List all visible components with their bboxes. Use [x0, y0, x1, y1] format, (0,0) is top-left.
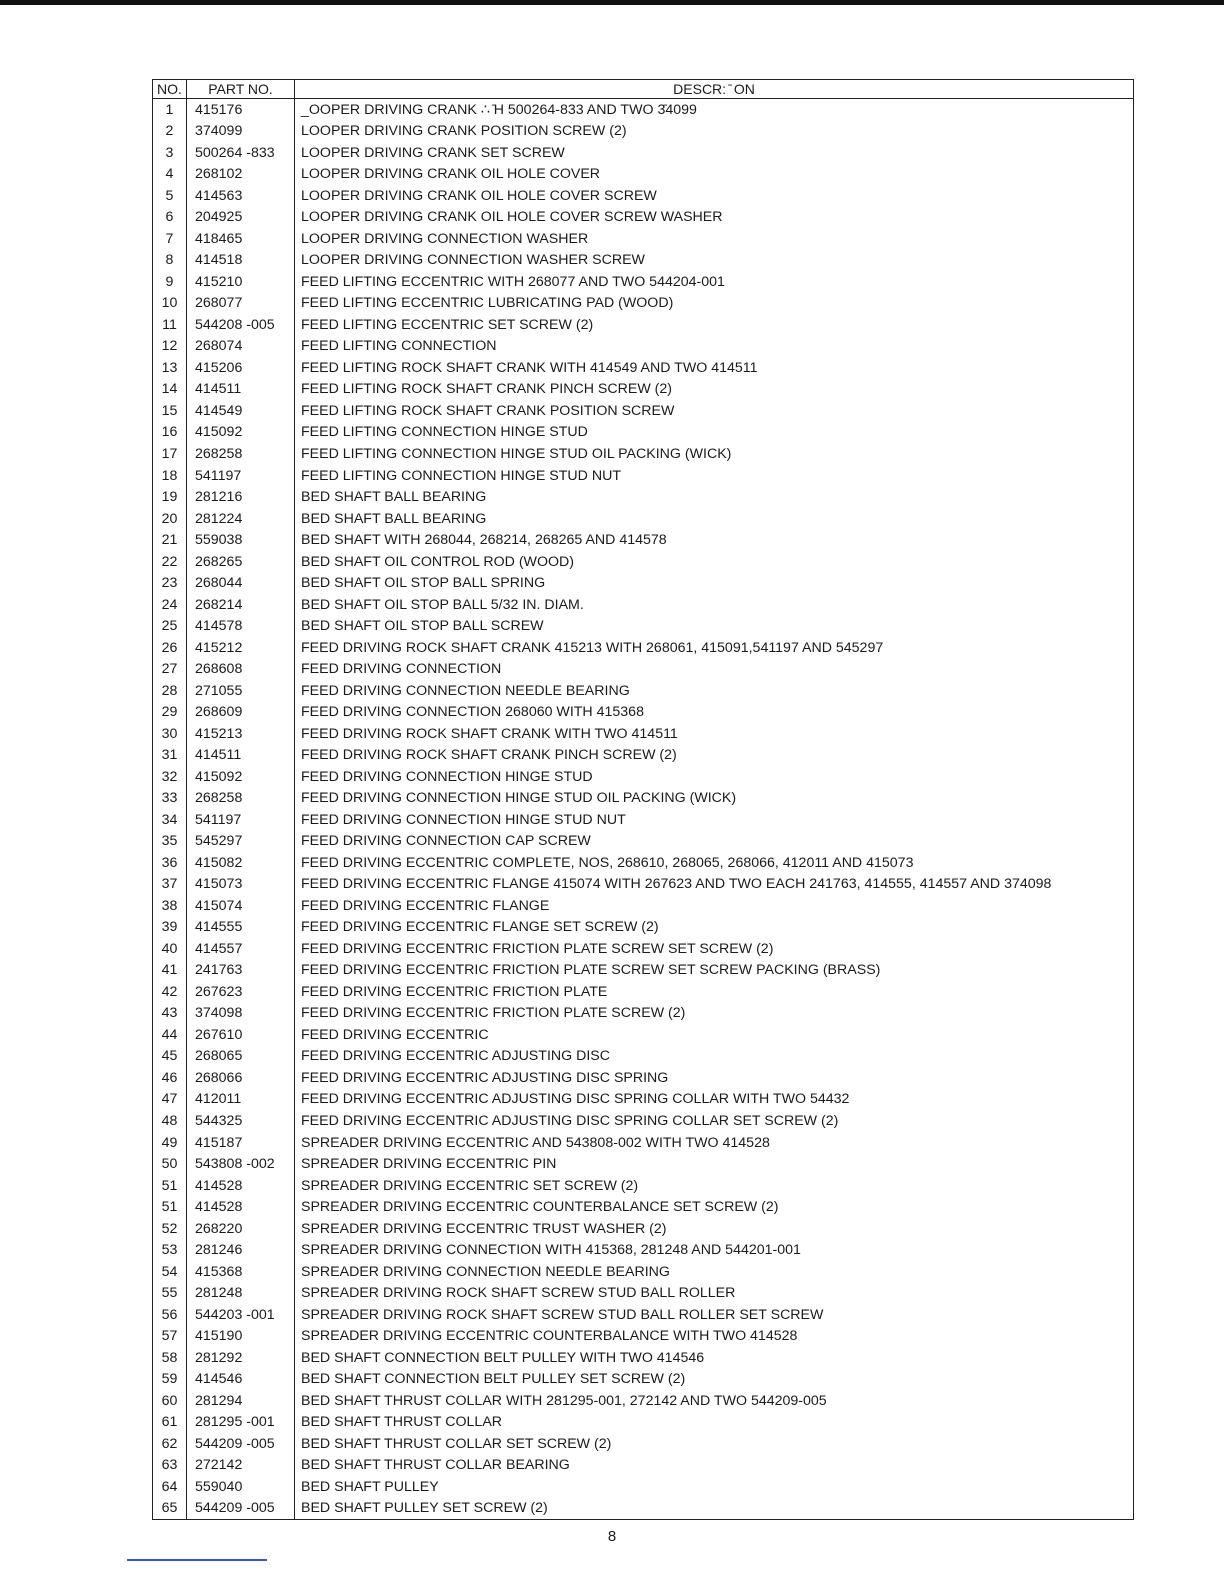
table-row: [153, 809, 1133, 831]
row-part-no: 415206: [187, 357, 295, 379]
row-description: SPREADER DRIVING CONNECTION WITH 415368, 281248 AND 544201-001: [301, 1242, 801, 1259]
row-number: 51: [153, 1175, 187, 1197]
row-part-no: 281224: [187, 508, 295, 530]
table-row: [153, 895, 1133, 917]
row-description: BED SHAFT BALL BEARING: [301, 489, 487, 506]
row-description: BED SHAFT WITH 268044, 268214, 268265 AND 414578: [301, 532, 667, 549]
row-description: FEED LIFTING CONNECTION HINGE STUD OIL PACKING (WICK): [301, 446, 732, 462]
row-description: FEED DRIVING CONNECTION: [301, 661, 502, 678]
row-number: 37: [153, 874, 187, 896]
row-description: BED SHAFT PULLEY SET SCREW (2): [301, 1500, 548, 1517]
row-description: FEED DRIVING ECCENTRIC ADJUSTING DISC SPRING COLLAR WITH TWO 54432: [301, 1091, 850, 1108]
row-part-no: 268044: [187, 572, 295, 594]
row-number: 48: [153, 1110, 187, 1132]
row-description: BED SHAFT OIL CONTROL ROD (WOOD): [301, 553, 574, 570]
table-row: [153, 1089, 1133, 1111]
row-number: 30: [153, 723, 187, 745]
row-description: FEED DRIVING ECCENTRIC COMPLETE, NOS, 268610, 268065, 268066, 412011 AND 415073: [301, 854, 914, 871]
table-row: [153, 314, 1133, 336]
row-part-no: 415212: [187, 637, 295, 659]
row-number: 13: [153, 357, 187, 379]
row-part-no: 268608: [187, 658, 295, 680]
row-number: 31: [153, 744, 187, 766]
table-row: [153, 142, 1133, 164]
row-number: 17: [153, 443, 187, 465]
row-number: 16: [153, 422, 187, 444]
row-description: BED SHAFT BALL BEARING: [301, 510, 487, 527]
table-row: [153, 293, 1133, 315]
row-number: 11: [153, 314, 187, 336]
table-row: [153, 486, 1133, 508]
row-description: FEED LIFTING ECCENTRIC SET SCREW (2): [301, 316, 594, 333]
table-row: [153, 852, 1133, 874]
row-number: 49: [153, 1132, 187, 1154]
row-description: LOOPER DRIVING CONNECTION WASHER: [301, 230, 589, 247]
row-number: 10: [153, 293, 187, 315]
row-number: 44: [153, 1024, 187, 1046]
row-description: FEED LIFTING CONNECTION HINGE STUD NUT: [301, 467, 622, 484]
row-part-no: 415176: [187, 99, 295, 121]
row-description: LOOPER DRIVING CRANK OIL HOLE COVER SCREW: [301, 187, 657, 204]
row-part-no: 414546: [187, 1368, 295, 1390]
table-row: [153, 1132, 1133, 1154]
table-row: [153, 615, 1133, 637]
row-description: FEED DRIVING ECCENTRIC FRICTION PLATE SCREW (2): [301, 1005, 686, 1022]
table-row: [153, 336, 1133, 358]
row-description: SPREADER DRIVING ECCENTRIC COUNTERBALANCE SET SCREW (2): [301, 1199, 779, 1216]
table-row: [153, 1046, 1133, 1068]
row-part-no: 268265: [187, 551, 295, 573]
row-description: FEED DRIVING ECCENTRIC FRICTION PLATE: [301, 983, 608, 1000]
row-number: 43: [153, 1003, 187, 1025]
row-part-no: 268074: [187, 336, 295, 358]
table-row: [153, 766, 1133, 788]
row-number: 38: [153, 895, 187, 917]
table-row: [153, 207, 1133, 229]
table-row: [153, 1368, 1133, 1390]
table-row: [153, 185, 1133, 207]
row-number: 40: [153, 938, 187, 960]
row-part-no: 414518: [187, 250, 295, 272]
bottom-link-line: [127, 1559, 267, 1561]
row-description: FEED DRIVING ROCK SHAFT CRANK 415213 WITH 268061, 415091,541197 AND 545297: [301, 639, 884, 656]
row-part-no: 268609: [187, 701, 295, 723]
row-number: 63: [153, 1454, 187, 1476]
row-part-no: 414563: [187, 185, 295, 207]
table-row: [153, 271, 1133, 293]
header-part-no: PART NO.: [187, 80, 295, 98]
row-description: FEED DRIVING ROCK SHAFT CRANK PINCH SCREW (2): [301, 747, 677, 764]
table-row: [153, 1476, 1133, 1498]
row-description: SPREADER DRIVING ECCENTRIC PIN: [301, 1156, 557, 1173]
row-description: LOOPER DRIVING CRANK SET SCREW: [301, 144, 565, 161]
row-description: FEED DRIVING CONNECTION NEEDLE BEARING: [301, 682, 630, 699]
row-number: 32: [153, 766, 187, 788]
row-description: FEED LIFTING CONNECTION HINGE STUD: [301, 424, 588, 441]
top-border-rule: [0, 0, 1224, 5]
row-description: _OOPER DRIVING CRANK ∴ ̄H 500264-833 AND TWO 3̄4099: [301, 101, 697, 118]
table-header: [153, 80, 1133, 99]
row-description: BED SHAFT OIL STOP BALL SPRING: [301, 575, 546, 592]
row-description: FEED DRIVING ECCENTRIC: [301, 1026, 489, 1043]
row-description: FEED LIFTING ECCENTRIC LUBRICATING PAD (WOOD): [301, 295, 674, 312]
row-part-no: 415190: [187, 1325, 295, 1347]
row-description: BED SHAFT CONNECTION BELT PULLEY SET SCREW (2): [301, 1371, 686, 1388]
row-part-no: 281246: [187, 1239, 295, 1261]
row-description: BED SHAFT THRUST COLLAR: [301, 1414, 503, 1431]
table-row: [153, 529, 1133, 551]
row-number: 56: [153, 1304, 187, 1326]
page-number: 8: [607, 1528, 617, 1545]
row-number: 19: [153, 486, 187, 508]
row-part-no: 267610: [187, 1024, 295, 1046]
row-number: 18: [153, 465, 187, 487]
table-row: [153, 1067, 1133, 1089]
table-row: [153, 422, 1133, 444]
table-row: [153, 744, 1133, 766]
row-number: 29: [153, 701, 187, 723]
row-description: BED SHAFT PULLEY: [301, 1478, 439, 1495]
row-number: 26: [153, 637, 187, 659]
row-number: 22: [153, 551, 187, 573]
table-row: [153, 572, 1133, 594]
table-row: [153, 1003, 1133, 1025]
row-part-no: 418465: [187, 228, 295, 250]
row-part-no: 374098: [187, 1003, 295, 1025]
table-row: [153, 357, 1133, 379]
row-description: FEED DRIVING CONNECTION HINGE STUD: [301, 768, 593, 785]
row-description: FEED DRIVING ECCENTRIC ADJUSTING DISC SPRING: [301, 1069, 669, 1086]
row-number: 57: [153, 1325, 187, 1347]
row-description: FEED DRIVING ECCENTRIC FLANGE 415074 WITH 267623 AND TWO EACH 241763, 414555, 414557 AND 374098: [301, 876, 1052, 893]
header-description: DESCR: ̄ ON: [673, 81, 755, 97]
row-part-no: 500264 -833: [187, 142, 295, 164]
row-number: 24: [153, 594, 187, 616]
row-part-no: 414549: [187, 400, 295, 422]
row-part-no: 271055: [187, 680, 295, 702]
row-number: 41: [153, 960, 187, 982]
row-part-no: 414528: [187, 1196, 295, 1218]
table-row: [153, 379, 1133, 401]
table-row: [153, 788, 1133, 810]
table-row: [153, 1239, 1133, 1261]
table-row: [153, 981, 1133, 1003]
row-number: 14: [153, 379, 187, 401]
table-row: [153, 874, 1133, 896]
row-part-no: 414557: [187, 938, 295, 960]
row-part-no: 543808 -002: [187, 1153, 295, 1175]
table-row: [153, 228, 1133, 250]
table-row: [153, 1218, 1133, 1240]
row-part-no: 281292: [187, 1347, 295, 1369]
row-description: FEED DRIVING ROCK SHAFT CRANK WITH TWO 414511: [301, 725, 678, 742]
row-part-no: 414511: [187, 744, 295, 766]
row-part-no: 268214: [187, 594, 295, 616]
row-part-no: 544209 -005: [187, 1498, 295, 1520]
row-number: 53: [153, 1239, 187, 1261]
row-number: 21: [153, 529, 187, 551]
row-part-no: 412011: [187, 1089, 295, 1111]
table-row: [153, 1347, 1133, 1369]
row-description: FEED DRIVING CONNECTION HINGE STUD OIL PACKING (WICK): [301, 790, 737, 807]
parts-table: [152, 79, 1134, 1520]
row-part-no: 415210: [187, 271, 295, 293]
header-no: NO.: [153, 80, 187, 98]
row-description: SPREADER DRIVING ECCENTRIC SET SCREW (2): [301, 1177, 639, 1194]
row-description: FEED DRIVING CONNECTION CAP SCREW: [301, 833, 591, 850]
row-number: 54: [153, 1261, 187, 1283]
row-part-no: 415074: [187, 895, 295, 917]
row-part-no: 267623: [187, 981, 295, 1003]
table-row: [153, 938, 1133, 960]
row-number: 46: [153, 1067, 187, 1089]
table-row: [153, 508, 1133, 530]
row-number: 28: [153, 680, 187, 702]
row-part-no: 544325: [187, 1110, 295, 1132]
row-part-no: 559040: [187, 1476, 295, 1498]
row-description: FEED DRIVING CONNECTION 268060 WITH 415368: [301, 704, 644, 721]
row-number: 20: [153, 508, 187, 530]
row-description: FEED DRIVING ECCENTRIC FRICTION PLATE SCREW SET SCREW (2): [301, 940, 774, 957]
row-description: BED SHAFT THRUST COLLAR SET SCREW (2): [301, 1435, 612, 1452]
row-part-no: 272142: [187, 1454, 295, 1476]
row-number: 36: [153, 852, 187, 874]
table-row: [153, 121, 1133, 143]
table-row: [153, 723, 1133, 745]
row-part-no: 415073: [187, 874, 295, 896]
row-part-no: 415213: [187, 723, 295, 745]
table-row: [153, 1261, 1133, 1283]
row-number: 65: [153, 1498, 187, 1520]
row-part-no: 241763: [187, 960, 295, 982]
table-row: [153, 594, 1133, 616]
row-number: 7: [153, 228, 187, 250]
table-body: [153, 99, 1133, 1519]
table-row: [153, 1498, 1133, 1520]
row-description: FEED LIFTING CONNECTION: [301, 338, 497, 355]
table-row: [153, 1282, 1133, 1304]
row-part-no: 545297: [187, 831, 295, 853]
table-row: [153, 1175, 1133, 1197]
row-part-no: 281216: [187, 486, 295, 508]
row-number: 23: [153, 572, 187, 594]
row-description: FEED LIFTING ECCENTRIC WITH 268077 AND TWO 544204-001: [301, 273, 725, 290]
row-description: SPREADER DRIVING ECCENTRIC COUNTERBALANCE WITH TWO 414528: [301, 1328, 798, 1345]
row-part-no: 414528: [187, 1175, 295, 1197]
row-number: 55: [153, 1282, 187, 1304]
row-number: 9: [153, 271, 187, 293]
row-description: FEED DRIVING ECCENTRIC ADJUSTING DISC: [301, 1048, 610, 1065]
row-number: 12: [153, 336, 187, 358]
row-part-no: 415368: [187, 1261, 295, 1283]
row-number: 51: [153, 1196, 187, 1218]
table-row: [153, 1153, 1133, 1175]
row-description: FEED DRIVING CONNECTION HINGE STUD NUT: [301, 811, 626, 828]
row-description: BED SHAFT OIL STOP BALL SCREW: [301, 618, 544, 635]
table-row: [153, 99, 1133, 121]
row-part-no: 281295 -001: [187, 1411, 295, 1433]
row-number: 27: [153, 658, 187, 680]
row-number: 64: [153, 1476, 187, 1498]
table-row: [153, 680, 1133, 702]
table-row: [153, 1304, 1133, 1326]
table-row: [153, 831, 1133, 853]
row-part-no: 374099: [187, 121, 295, 143]
row-description: LOOPER DRIVING CONNECTION WASHER SCREW: [301, 252, 645, 269]
row-part-no: 268065: [187, 1046, 295, 1068]
row-part-no: 204925: [187, 207, 295, 229]
row-part-no: 281248: [187, 1282, 295, 1304]
row-number: 2: [153, 121, 187, 143]
row-part-no: 268258: [187, 788, 295, 810]
row-number: 47: [153, 1089, 187, 1111]
table-row: [153, 465, 1133, 487]
table-row: [153, 1325, 1133, 1347]
row-number: 3: [153, 142, 187, 164]
table-row: [153, 1411, 1133, 1433]
row-number: 52: [153, 1218, 187, 1240]
row-part-no: 544209 -005: [187, 1433, 295, 1455]
row-description: FEED LIFTING ROCK SHAFT CRANK PINCH SCREW (2): [301, 381, 673, 398]
table-row: [153, 637, 1133, 659]
row-description: BED SHAFT CONNECTION BELT PULLEY WITH TWO 414546: [301, 1349, 705, 1366]
row-part-no: 415187: [187, 1132, 295, 1154]
row-description: LOOPER DRIVING CRANK OIL HOLE COVER SCREW WASHER: [301, 209, 723, 226]
row-part-no: 415092: [187, 422, 295, 444]
table-row: [153, 1390, 1133, 1412]
row-description: FEED DRIVING ECCENTRIC FLANGE: [301, 897, 550, 914]
table-row: [153, 551, 1133, 573]
table-row: [153, 1454, 1133, 1476]
row-part-no: 268258: [187, 443, 295, 465]
row-number: 6: [153, 207, 187, 229]
row-part-no: 414578: [187, 615, 295, 637]
row-description: SPREADER DRIVING ROCK SHAFT SCREW STUD BALL ROLLER: [301, 1285, 736, 1302]
row-part-no: 415082: [187, 852, 295, 874]
row-part-no: 268066: [187, 1067, 295, 1089]
row-part-no: 541197: [187, 809, 295, 831]
table-row: [153, 250, 1133, 272]
row-number: 4: [153, 164, 187, 186]
row-number: 5: [153, 185, 187, 207]
row-description: BED SHAFT THRUST COLLAR WITH 281295-001, 272142 AND TWO 544209-005: [301, 1392, 827, 1409]
row-number: 59: [153, 1368, 187, 1390]
table-row: [153, 443, 1133, 465]
row-part-no: 415092: [187, 766, 295, 788]
row-description: SPREADER DRIVING ECCENTRIC TRUST WASHER (2): [301, 1220, 667, 1237]
row-description: SPREADER DRIVING CONNECTION NEEDLE BEARING: [301, 1263, 670, 1280]
row-number: 35: [153, 831, 187, 853]
row-number: 45: [153, 1046, 187, 1068]
table-row: [153, 164, 1133, 186]
row-number: 1: [153, 99, 187, 121]
row-part-no: 541197: [187, 465, 295, 487]
row-description: SPREADER DRIVING ROCK SHAFT SCREW STUD BALL ROLLER SET SCREW: [301, 1306, 824, 1323]
row-part-no: 544203 -001: [187, 1304, 295, 1326]
row-description: FEED DRIVING ECCENTRIC FLANGE SET SCREW (2): [301, 919, 659, 936]
row-number: 62: [153, 1433, 187, 1455]
row-description: FEED LIFTING ROCK SHAFT CRANK POSITION SCREW: [301, 402, 675, 419]
row-part-no: 544208 -005: [187, 314, 295, 336]
row-description: LOOPER DRIVING CRANK POSITION SCREW (2): [301, 123, 627, 140]
row-number: 61: [153, 1411, 187, 1433]
row-number: 60: [153, 1390, 187, 1412]
row-part-no: 268077: [187, 293, 295, 315]
row-description: FEED DRIVING ECCENTRIC FRICTION PLATE SCREW SET SCREW PACKING (BRASS): [301, 962, 881, 979]
table-row: [153, 960, 1133, 982]
row-part-no: 414511: [187, 379, 295, 401]
row-number: 42: [153, 981, 187, 1003]
row-number: 15: [153, 400, 187, 422]
table-row: [153, 1024, 1133, 1046]
row-description: BED SHAFT THRUST COLLAR BEARING: [301, 1457, 570, 1474]
row-part-no: 559038: [187, 529, 295, 551]
row-number: 33: [153, 788, 187, 810]
row-number: 39: [153, 917, 187, 939]
table-row: [153, 1196, 1133, 1218]
row-number: 58: [153, 1347, 187, 1369]
table-row: [153, 400, 1133, 422]
row-part-no: 414555: [187, 917, 295, 939]
row-number: 8: [153, 250, 187, 272]
row-number: 50: [153, 1153, 187, 1175]
row-description: BED SHAFT OIL STOP BALL 5/32 IN. DIAM.: [301, 596, 584, 613]
table-row: [153, 1433, 1133, 1455]
table-row: [153, 701, 1133, 723]
table-row: [153, 917, 1133, 939]
row-part-no: 268220: [187, 1218, 295, 1240]
row-description: SPREADER DRIVING ECCENTRIC AND 543808-002 WITH TWO 414528: [301, 1134, 770, 1151]
row-number: 25: [153, 615, 187, 637]
row-number: 34: [153, 809, 187, 831]
row-description: FEED LIFTING ROCK SHAFT CRANK WITH 414549 AND TWO 414511: [301, 359, 758, 376]
row-part-no: 281294: [187, 1390, 295, 1412]
table-row: [153, 658, 1133, 680]
row-description: LOOPER DRIVING CRANK OIL HOLE COVER: [301, 166, 601, 183]
table-row: [153, 1110, 1133, 1132]
row-description: FEED DRIVING ECCENTRIC ADJUSTING DISC SPRING COLLAR SET SCREW (2): [301, 1112, 839, 1129]
row-part-no: 268102: [187, 164, 295, 186]
